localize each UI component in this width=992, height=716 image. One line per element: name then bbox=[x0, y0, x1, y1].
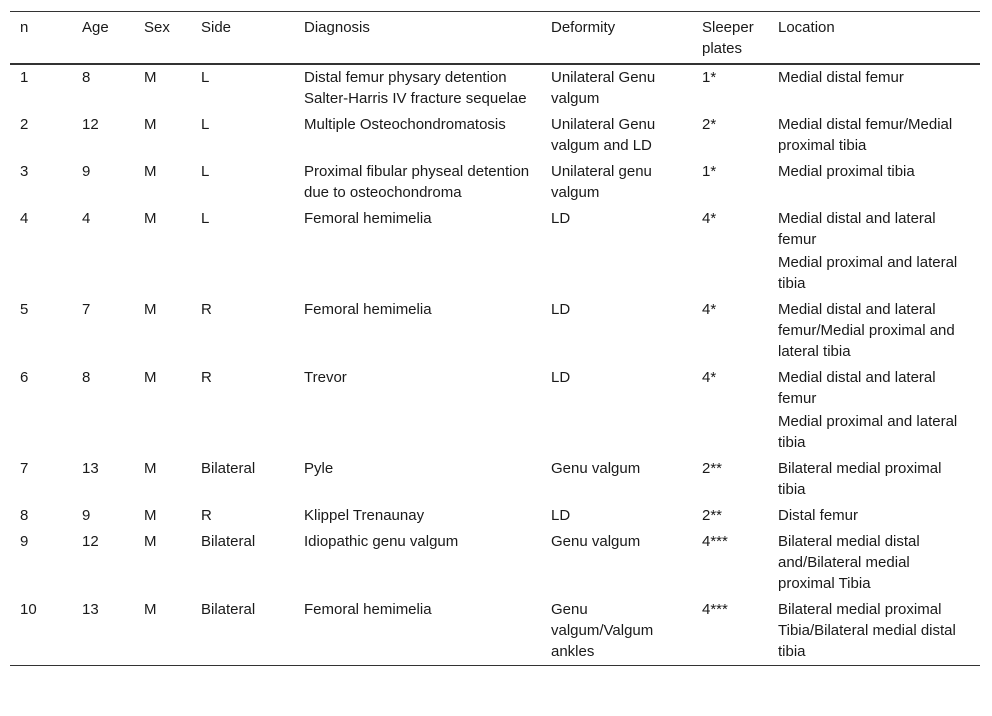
cell-location bbox=[768, 206, 980, 297]
location-line: Medial distal and lateral femur bbox=[778, 210, 936, 248]
table-row bbox=[10, 597, 980, 666]
cell-side: R bbox=[201, 507, 212, 524]
table-container bbox=[10, 11, 980, 666]
cell-age: 13 bbox=[82, 601, 99, 618]
cell-n: 3 bbox=[20, 163, 29, 180]
location-line: Distal femur bbox=[778, 507, 859, 524]
cell-sleeper: 1* bbox=[702, 69, 717, 86]
cell-deformity: Genu valgum/Valgum ankles bbox=[551, 601, 654, 660]
cell-n: 10 bbox=[20, 601, 37, 618]
table-row bbox=[10, 64, 980, 112]
cell-location bbox=[768, 503, 980, 529]
cell-sleeper: 4*** bbox=[702, 601, 728, 618]
cell-deformity: LD bbox=[551, 507, 571, 524]
table-header bbox=[10, 12, 980, 65]
cell-deformity: Unilateral Genu valgum and LD bbox=[551, 116, 656, 154]
cell-age: 12 bbox=[82, 533, 99, 550]
cell-side: R bbox=[201, 301, 212, 318]
cell-deformity: Genu valgum bbox=[551, 460, 641, 477]
cell-sex: M bbox=[144, 69, 157, 86]
header-age: Age bbox=[82, 19, 109, 36]
cell-location bbox=[768, 365, 980, 456]
cell-age: 13 bbox=[82, 460, 99, 477]
cell-side: Bilateral bbox=[201, 460, 256, 477]
cell-sex: M bbox=[144, 533, 157, 550]
cell-location bbox=[768, 456, 980, 503]
cell-sex: M bbox=[144, 507, 157, 524]
cell-n: 1 bbox=[20, 69, 29, 86]
cell-side: Bilateral bbox=[201, 533, 256, 550]
cell-sex: M bbox=[144, 301, 157, 318]
cell-n: 7 bbox=[20, 460, 29, 477]
cell-sleeper: 4*** bbox=[702, 533, 728, 550]
location-line: Medial proximal and lateral tibia bbox=[778, 254, 958, 292]
cell-n: 9 bbox=[20, 533, 29, 550]
cell-sleeper: 2** bbox=[702, 460, 723, 477]
cell-diagnosis: Proximal fibular physeal detention due to osteochondroma bbox=[304, 163, 530, 201]
table-row bbox=[10, 206, 980, 297]
cell-side: L bbox=[201, 69, 210, 86]
cell-n: 6 bbox=[20, 369, 29, 386]
cell-n: 8 bbox=[20, 507, 29, 524]
cell-age: 8 bbox=[82, 369, 91, 386]
cell-age: 9 bbox=[82, 163, 91, 180]
table-row bbox=[10, 112, 980, 159]
location-line: Medial distal and lateral femur/Medial proximal and lateral tibia bbox=[778, 301, 955, 360]
location-line: Bilateral medial distal and/Bilateral medial proximal Tibia bbox=[778, 533, 920, 592]
cell-sex: M bbox=[144, 460, 157, 477]
cell-age: 7 bbox=[82, 301, 91, 318]
cell-deformity: LD bbox=[551, 369, 571, 386]
header-deformity: Deformity bbox=[551, 19, 616, 36]
header-sleeper-plates: Sleeper plates bbox=[702, 19, 754, 57]
cell-n: 2 bbox=[20, 116, 29, 133]
cell-sleeper: 4* bbox=[702, 301, 717, 318]
cell-deformity: Unilateral Genu valgum bbox=[551, 69, 656, 107]
cell-location bbox=[768, 597, 980, 666]
table-row bbox=[10, 456, 980, 503]
table-row bbox=[10, 159, 980, 206]
patient-table bbox=[10, 11, 980, 666]
table-body bbox=[10, 64, 980, 666]
cell-deformity: Genu valgum bbox=[551, 533, 641, 550]
cell-age: 8 bbox=[82, 69, 91, 86]
table-row bbox=[10, 297, 980, 365]
cell-deformity: Unilateral genu valgum bbox=[551, 163, 652, 201]
location-line: Bilateral medial proximal Tibia/Bilateral medial distal tibia bbox=[778, 601, 956, 660]
header-sex: Sex bbox=[144, 19, 170, 36]
cell-side: L bbox=[201, 163, 210, 180]
cell-side: L bbox=[201, 116, 210, 133]
cell-deformity: LD bbox=[551, 210, 571, 227]
cell-location bbox=[768, 159, 980, 206]
cell-diagnosis: Idiopathic genu valgum bbox=[304, 533, 459, 550]
header-row bbox=[10, 12, 980, 65]
cell-age: 12 bbox=[82, 116, 99, 133]
cell-n: 4 bbox=[20, 210, 29, 227]
cell-sex: M bbox=[144, 163, 157, 180]
cell-diagnosis: Pyle bbox=[304, 460, 334, 477]
header-location: Location bbox=[778, 19, 835, 36]
cell-side: R bbox=[201, 369, 212, 386]
cell-sex: M bbox=[144, 210, 157, 227]
table-row bbox=[10, 503, 980, 529]
cell-sleeper: 2** bbox=[702, 507, 723, 524]
cell-sleeper: 4* bbox=[702, 369, 717, 386]
cell-n: 5 bbox=[20, 301, 29, 318]
cell-sex: M bbox=[144, 601, 157, 618]
location-line: Medial proximal and lateral tibia bbox=[778, 413, 958, 451]
cell-location bbox=[768, 112, 980, 159]
cell-side: L bbox=[201, 210, 210, 227]
cell-sleeper: 4* bbox=[702, 210, 717, 227]
cell-diagnosis: Femoral hemimelia bbox=[304, 601, 432, 618]
header-diagnosis: Diagnosis bbox=[304, 19, 370, 36]
cell-deformity: LD bbox=[551, 301, 571, 318]
location-line: Medial distal femur bbox=[778, 69, 904, 86]
cell-sleeper: 2* bbox=[702, 116, 717, 133]
cell-age: 4 bbox=[82, 210, 91, 227]
table-row bbox=[10, 365, 980, 456]
header-n: n bbox=[20, 19, 29, 36]
location-line: Medial proximal tibia bbox=[778, 163, 915, 180]
location-line: Medial distal and lateral femur bbox=[778, 369, 936, 407]
location-line: Bilateral medial proximal tibia bbox=[778, 460, 942, 498]
cell-location bbox=[768, 297, 980, 365]
table-row bbox=[10, 529, 980, 597]
cell-diagnosis: Distal femur physary detention Salter-Harris IV fracture sequelae bbox=[304, 69, 527, 107]
cell-diagnosis: Klippel Trenaunay bbox=[304, 507, 425, 524]
cell-side: Bilateral bbox=[201, 601, 256, 618]
cell-sex: M bbox=[144, 116, 157, 133]
cell-sex: M bbox=[144, 369, 157, 386]
location-line: Medial distal femur/Medial proximal tibia bbox=[778, 116, 953, 154]
cell-sleeper: 1* bbox=[702, 163, 717, 180]
cell-age: 9 bbox=[82, 507, 91, 524]
cell-location bbox=[768, 529, 980, 597]
cell-location bbox=[768, 64, 980, 112]
cell-diagnosis: Multiple Osteochondromatosis bbox=[304, 116, 506, 133]
header-side: Side bbox=[201, 19, 232, 36]
cell-diagnosis: Femoral hemimelia bbox=[304, 301, 432, 318]
cell-diagnosis: Trevor bbox=[304, 369, 347, 386]
cell-diagnosis: Femoral hemimelia bbox=[304, 210, 432, 227]
